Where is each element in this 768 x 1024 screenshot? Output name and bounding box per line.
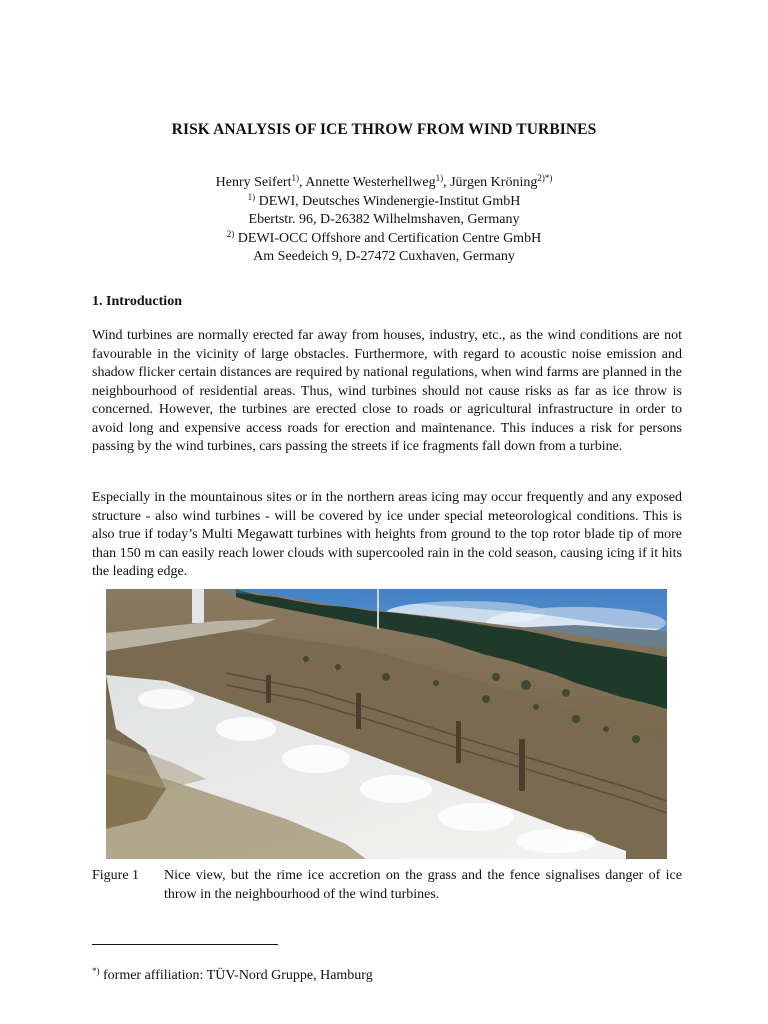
author-name: Henry Seifert: [215, 175, 292, 190]
affiliation-1: [0, 193, 768, 212]
footnote: [92, 968, 373, 984]
affiliation-mark: 1): [291, 173, 299, 183]
affiliation-name: DEWI, Deutsches Windenergie-Institut GmbH: [255, 193, 521, 209]
affiliation-name: DEWI-OCC Offshore and Certification Centre GmbH: [234, 230, 542, 246]
affiliation-mark: 1): [435, 173, 444, 183]
author-name: , Jürgen Kröning: [443, 175, 538, 190]
figure-photo: [106, 589, 667, 859]
footnote-mark: *): [92, 966, 100, 976]
affiliation-mark: 2)*): [537, 173, 553, 183]
footnote-rule: [92, 944, 278, 945]
affiliation-mark: 1): [247, 191, 256, 202]
caption-text: Nice view, but the rime ice accretion on the grass and the fence signalises danger of ice throw in the neighbourhood of the wind turbines.: [164, 868, 682, 902]
affiliation-1-address: Ebertstr. 96, D-26382 Wilhelmshaven, Germany: [248, 212, 520, 227]
paragraph: Wind turbines are normally erected far away from houses, industry, etc., as the wind conditions are not favourable in the vicinity of large obstacles. Furthermore, with regard to acoustic noise emission and shadow flicker certain distances are required by national regulations, when wind farms are planned in the neighbourhood of residential areas. Thus, wind turbines should not cause risks as far as ice throw is concerned. However, the turbines are erected close to roads or agricultural infrastructure in order to avoid long and expensive access roads for erection and maintenance. This induces a risk for persons passing by the wind turbines, cars passing the streets if ice fragments fall down from a turbine.: [92, 328, 682, 454]
turbine-tower: [192, 589, 204, 623]
figure-label: Figure 1: [92, 868, 140, 883]
affiliation-mark: 2): [226, 228, 235, 239]
section-heading: 1. Introduction: [92, 294, 182, 309]
footnote-text: former affiliation: TÜV-Nord Gruppe, Hamburg: [99, 968, 373, 983]
affiliation-2-address: Am Seedeich 9, D-27472 Cuxhaven, Germany: [253, 249, 515, 264]
author-block: [0, 174, 768, 267]
paragraph: Especially in the mountainous sites or in the northern areas icing may occur frequently and any exposed structure - also wind turbines - will be covered by ice under special meteorological conditions. This is also true if today’s Multi Megawatt turbines with heights from ground to the top rotor blade tip of more than 150 m can easily reach lower clouds with supercooled rain in the cold season, causing icing if it hits the leading edge.: [92, 490, 682, 579]
author-name: , Annette Westerhellweg: [298, 175, 436, 190]
paper-title: RISK ANALYSIS OF ICE THROW FROM WIND TURBINES: [171, 121, 597, 138]
author-line: [0, 174, 768, 193]
affiliation-2: [0, 230, 768, 249]
